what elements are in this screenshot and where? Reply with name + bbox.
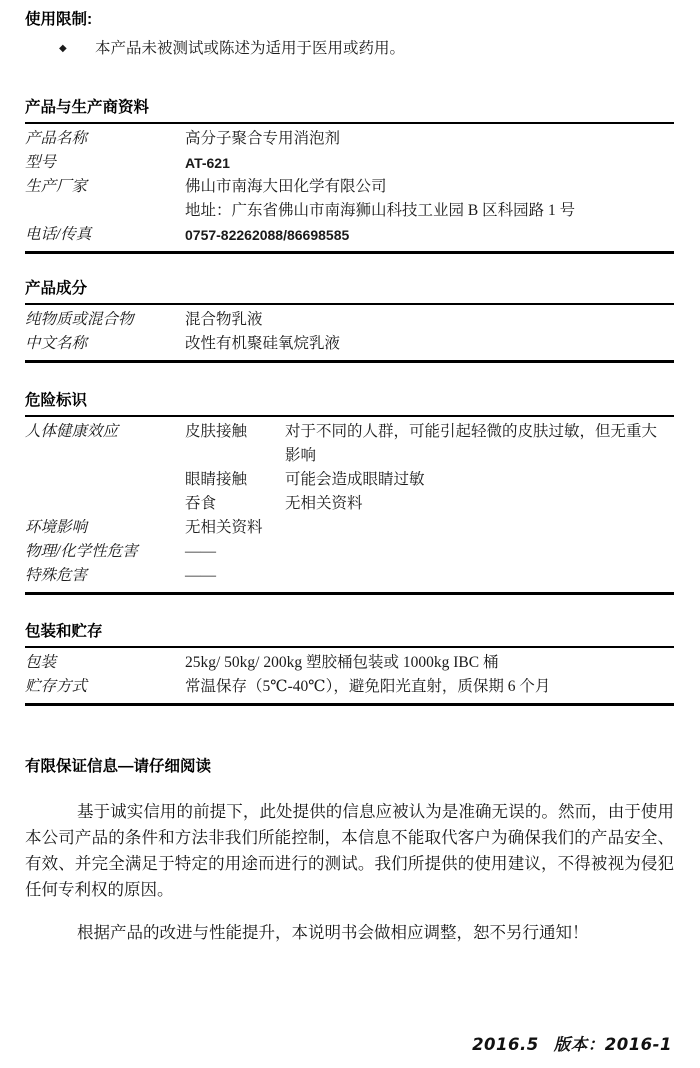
warranty-notice-paragraph: 根据产品的改进与性能提升，本说明书会做相应调整，恕不另行通知！: [77, 923, 589, 942]
product-info-table: [25, 122, 674, 254]
field-value: 地址：广东省佛山市南海狮山科技工业园 B 区科园路 1 号: [185, 202, 576, 219]
table-row: [25, 175, 674, 199]
field-label: 包装: [25, 654, 57, 671]
field-value: 佛山市南海大田化学有限公司: [185, 178, 387, 195]
field-label: 贮存方式: [25, 678, 88, 695]
effect-description: 对于不同的人群，可能引起轻微的皮肤过敏，但无重大影响: [285, 423, 658, 464]
exposure-route: 皮肤接触: [185, 423, 248, 440]
hazard-table: [25, 415, 674, 595]
field-value: 高分子聚合专用消泡剂: [185, 130, 341, 147]
table-row: [25, 127, 674, 151]
effect-description: 无相关资料: [285, 495, 363, 512]
restriction-list-item: [25, 37, 674, 61]
diamond-bullet-icon: ◆: [59, 43, 67, 54]
field-label: [25, 199, 185, 223]
footer-issue-date: 2016.5: [472, 1035, 539, 1054]
table-row: [25, 516, 674, 540]
table-row: [25, 332, 674, 356]
field-label: 电话/传真: [25, 226, 92, 243]
table-row: [25, 223, 674, 247]
field-value: 改性有机聚硅氧烷乳液: [185, 335, 341, 352]
field-label: 特殊危害: [25, 567, 88, 584]
warranty-paragraph: 基于诚实信用的前提下，此处提供的信息应被认为是准确无误的。然而，由于使用本公司产品的条件和方法非我们所能控制，本信息不能取代客户为确保我们的产品安全、有效、并完全满足于特定的用途而进行的测试。我们所提供的使用建议，不得被视为侵犯任何专利权的原因。: [25, 802, 674, 899]
table-row: [25, 492, 674, 516]
composition-table: [25, 303, 674, 363]
packaging-table: [25, 646, 674, 706]
field-label: 中文名称: [25, 335, 88, 352]
field-value: ——: [185, 567, 216, 584]
section-heading-usage-restrictions: 使用限制:: [25, 11, 93, 28]
field-label: [25, 492, 185, 516]
field-label: 生产厂家: [25, 178, 88, 195]
table-row: [25, 308, 674, 332]
section-heading-warranty: 有限保证信息—请仔细阅读: [25, 758, 212, 775]
field-label: 纯物质或混合物: [25, 311, 134, 328]
table-row: [25, 564, 674, 588]
field-value: 0757-82262088/86698585: [185, 227, 350, 243]
table-row: [25, 199, 674, 223]
field-label: 人体健康效应: [25, 423, 119, 440]
effect-description: 可能会造成眼睛过敏: [285, 471, 425, 488]
table-row: [25, 675, 674, 699]
section-heading-product-info: 产品与生产商资料: [25, 99, 150, 116]
field-value: ——: [185, 543, 216, 560]
field-label: 产品名称: [25, 130, 88, 147]
restriction-text: 本产品未被测试或陈述为适用于医用或药用。: [95, 40, 406, 57]
field-value: 常温保存（5℃-40℃），避免阳光直射，质保期 6 个月: [185, 678, 551, 695]
section-heading-packaging: 包装和贮存: [25, 623, 103, 640]
field-value: 25kg/ 50kg/ 200kg 塑胶桶包装或 1000kg IBC 桶: [185, 654, 499, 671]
exposure-route: 眼睛接触: [185, 471, 248, 488]
section-heading-hazard: 危险标识: [25, 392, 88, 409]
field-label: 型号: [25, 154, 57, 171]
table-row: [25, 540, 674, 564]
section-heading-composition: 产品成分: [25, 280, 88, 297]
exposure-route: 吞食: [185, 495, 217, 512]
table-row: [25, 151, 674, 175]
field-label: [25, 468, 185, 492]
footer-version-label: 版本：2016-1: [553, 1035, 672, 1054]
table-row: [25, 420, 674, 468]
field-value: AT-621: [185, 155, 230, 171]
field-value: 无相关资料: [185, 519, 263, 536]
field-label: 物理/化学性危害: [25, 543, 138, 560]
field-value: 混合物乳液: [185, 311, 263, 328]
field-label: 环境影响: [25, 519, 88, 536]
table-row: [25, 651, 674, 675]
table-row: [25, 468, 674, 492]
footer-version-info: [472, 1031, 672, 1055]
